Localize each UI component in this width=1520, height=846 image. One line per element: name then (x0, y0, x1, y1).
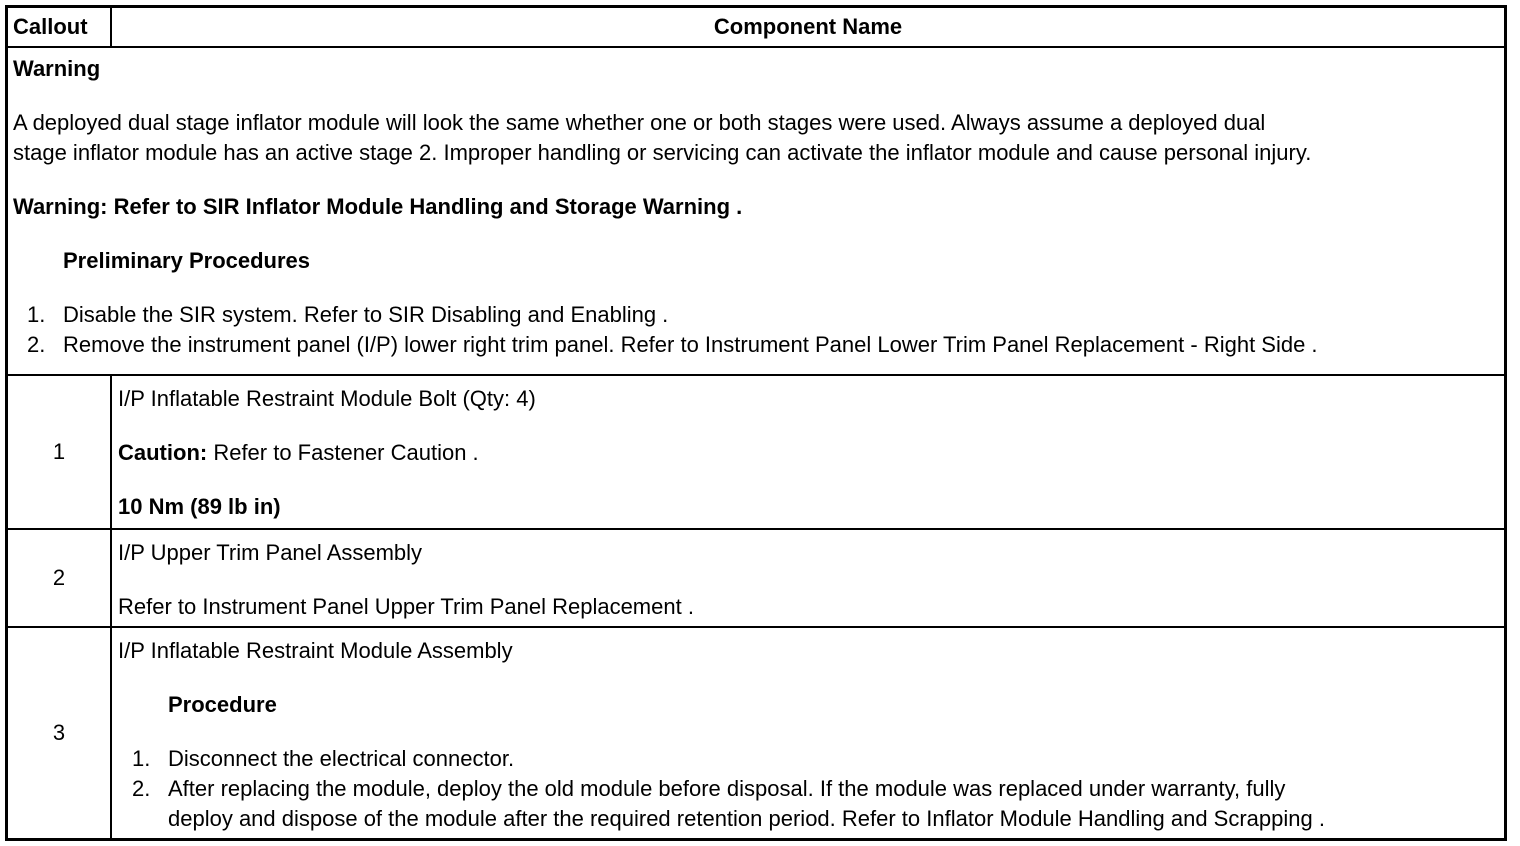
preliminary-procedures-title: Preliminary Procedures (63, 248, 311, 273)
component-name: I/P Upper Trim Panel Assembly (118, 540, 423, 565)
callout-header: Callout (7, 7, 112, 48)
list-item (13, 300, 1500, 330)
torque-spec: 10 Nm (89 lb in) (118, 494, 281, 519)
step-text-line-2: deploy and dispose of the module after the required retention period. Refer to Inflator Module Handling and Scrapping . (168, 806, 1325, 831)
caution-label: Caution: (118, 440, 208, 465)
step-number: 2. (27, 332, 46, 357)
procedure-steps-list (118, 744, 1500, 834)
warning-text-line-2: stage inflator module has an active stage 2. Improper handling or servicing can activate the inflator module and cause personal injury. (13, 140, 1312, 165)
procedure-title: Procedure (168, 692, 277, 717)
callout-number: 3 (7, 627, 112, 840)
warning-title: Warning (13, 56, 101, 81)
table-row (7, 627, 1506, 840)
intro-cell (7, 47, 1506, 375)
warning-reference: Warning: Refer to SIR Inflator Module Handling and Storage Warning . (13, 194, 743, 219)
component-name: I/P Inflatable Restraint Module Assembly (118, 638, 513, 663)
warning-text-line-1: A deployed dual stage inflator module will look the same whether one or both stages were used. Always assume a deployed dual (13, 110, 1266, 135)
step-text-line-1: After replacing the module, deploy the old module before disposal. If the module was replaced under warranty, fully (168, 776, 1286, 801)
table-row (7, 529, 1506, 627)
intro-row (7, 47, 1506, 375)
list-item (13, 330, 1500, 360)
step-text: Disable the SIR system. Refer to SIR Disabling and Enabling . (63, 302, 669, 327)
step-number: 1. (132, 746, 151, 771)
step-number: 2. (132, 776, 151, 801)
list-item (118, 774, 1500, 834)
step-text: Remove the instrument panel (I/P) lower right trim panel. Refer to Instrument Panel Lower Trim Panel Replacement - Right Side . (63, 332, 1318, 357)
procedure-table (5, 5, 1507, 841)
caution-line (118, 438, 1500, 468)
component-cell (111, 375, 1506, 529)
step-text: Disconnect the electrical connector. (168, 746, 515, 771)
component-cell (111, 529, 1506, 627)
component-cell (111, 627, 1506, 840)
caution-text: Refer to Fastener Caution . (207, 440, 479, 465)
callout-number: 2 (7, 529, 112, 627)
reference-text: Refer to Instrument Panel Upper Trim Panel Replacement . (118, 594, 694, 619)
preliminary-steps-list (13, 300, 1500, 360)
component-name: I/P Inflatable Restraint Module Bolt (Qty: 4) (118, 386, 536, 411)
list-item (118, 744, 1500, 774)
table-row (7, 375, 1506, 529)
callout-number: 1 (7, 375, 112, 529)
header-row (7, 7, 1506, 48)
step-number: 1. (27, 302, 46, 327)
component-name-header: Component Name (111, 7, 1506, 48)
